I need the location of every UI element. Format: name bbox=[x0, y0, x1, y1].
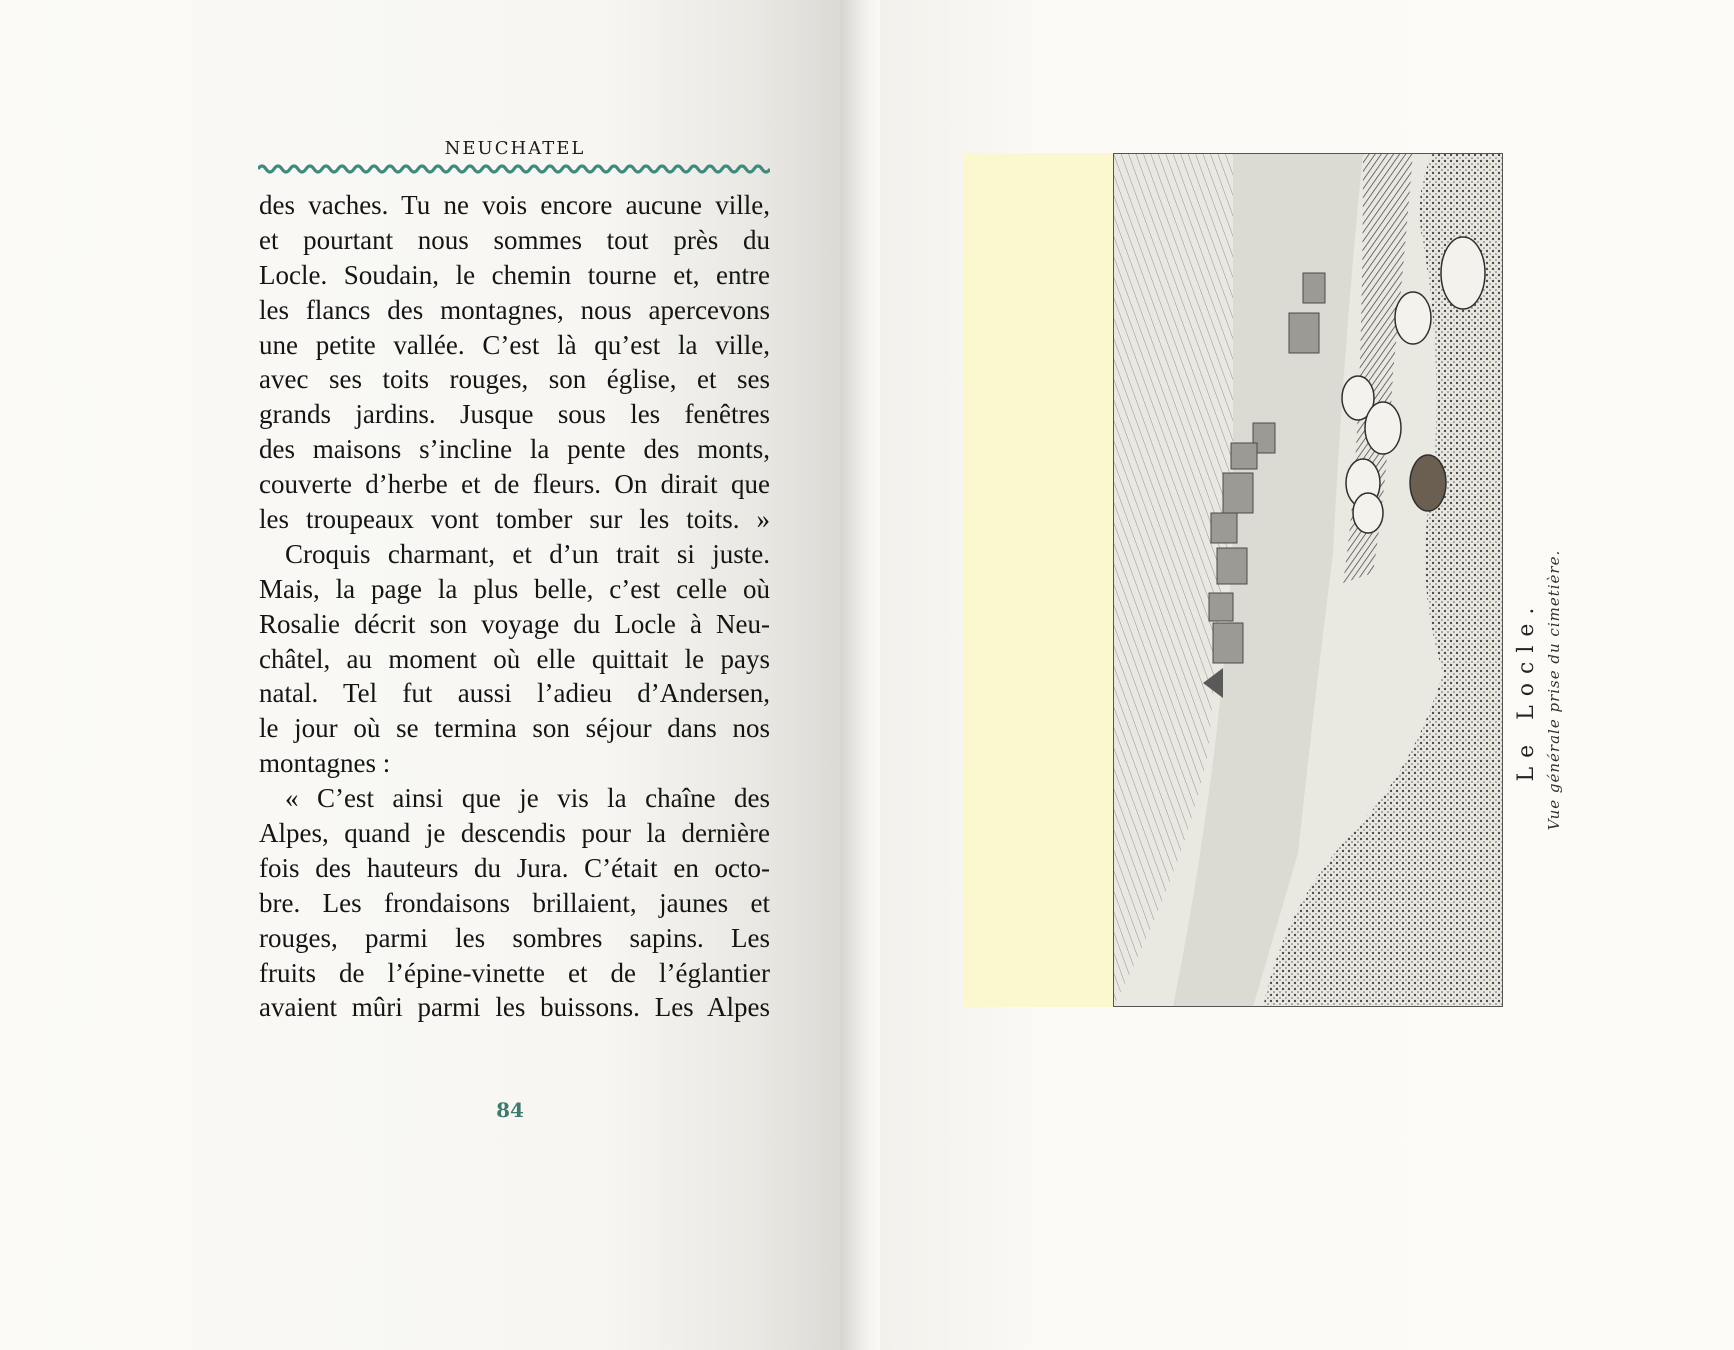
text-line: les flancs des montagnes, nous apercevons bbox=[259, 294, 770, 325]
text-line: bre. Les frondaisons brillaient, jaunes et bbox=[259, 887, 770, 918]
caption-title: Le Locle. bbox=[1513, 598, 1539, 782]
text-line: les troupeaux vont tomber sur les toits. » bbox=[259, 504, 770, 535]
engraving-illustration bbox=[1113, 153, 1503, 1007]
text-line: rouges, parmi les sombres sapins. Les bbox=[259, 922, 770, 953]
page-number: 84 bbox=[496, 1098, 524, 1122]
text-line: montagnes : bbox=[259, 748, 391, 779]
text-line: fruits de l’épine-vinette et de l’églantier bbox=[259, 957, 770, 988]
text-line: Rosalie décrit son voyage du Locle à Neu- bbox=[259, 608, 770, 639]
text-line: Mais, la page la plus belle, c’est celle où bbox=[259, 573, 770, 604]
text-line: des vaches. Tu ne vois encore aucune ville, bbox=[259, 190, 770, 220]
body-text bbox=[259, 188, 770, 1025]
text-line: une petite vallée. C’est là qu’est la ville, bbox=[259, 329, 770, 360]
text-line: grands jardins. Jusque sous les fenêtres bbox=[259, 399, 770, 430]
text-line: avaient mûri parmi les buissons. Les Alpes bbox=[259, 992, 770, 1023]
caption-subtitle: Vue générale prise du cimetière. bbox=[1544, 549, 1563, 831]
text-line: châtel, au moment où elle quittait le pays bbox=[259, 643, 770, 674]
text-line: « C’est ainsi que je vis la chaîne des bbox=[285, 783, 770, 814]
text-line: le jour où se termina son séjour dans nos bbox=[259, 713, 770, 744]
text-line: avec ses toits rouges, son église, et ses bbox=[259, 364, 770, 395]
text-line: couverte d’herbe et de fleurs. On dirait que bbox=[259, 469, 770, 500]
running-head: NEUCHATEL bbox=[444, 138, 586, 159]
book-gutter bbox=[840, 0, 880, 1350]
text-line: Alpes, quand je descendis pour la dernière bbox=[259, 818, 770, 849]
text-line: Locle. Soudain, le chemin tourne et, entre bbox=[259, 259, 770, 290]
text-line: natal. Tel fut aussi l’adieu d’Andersen, bbox=[259, 678, 770, 709]
text-line: Croquis charmant, et d’un trait si juste. bbox=[285, 538, 770, 569]
text-line: et pourtant nous sommes tout près du bbox=[259, 224, 770, 255]
text-line: fois des hauteurs du Jura. C’était en octo- bbox=[259, 852, 770, 883]
text-line: des maisons s’incline la pente des monts, bbox=[259, 434, 770, 465]
wave-ornament bbox=[258, 162, 770, 176]
